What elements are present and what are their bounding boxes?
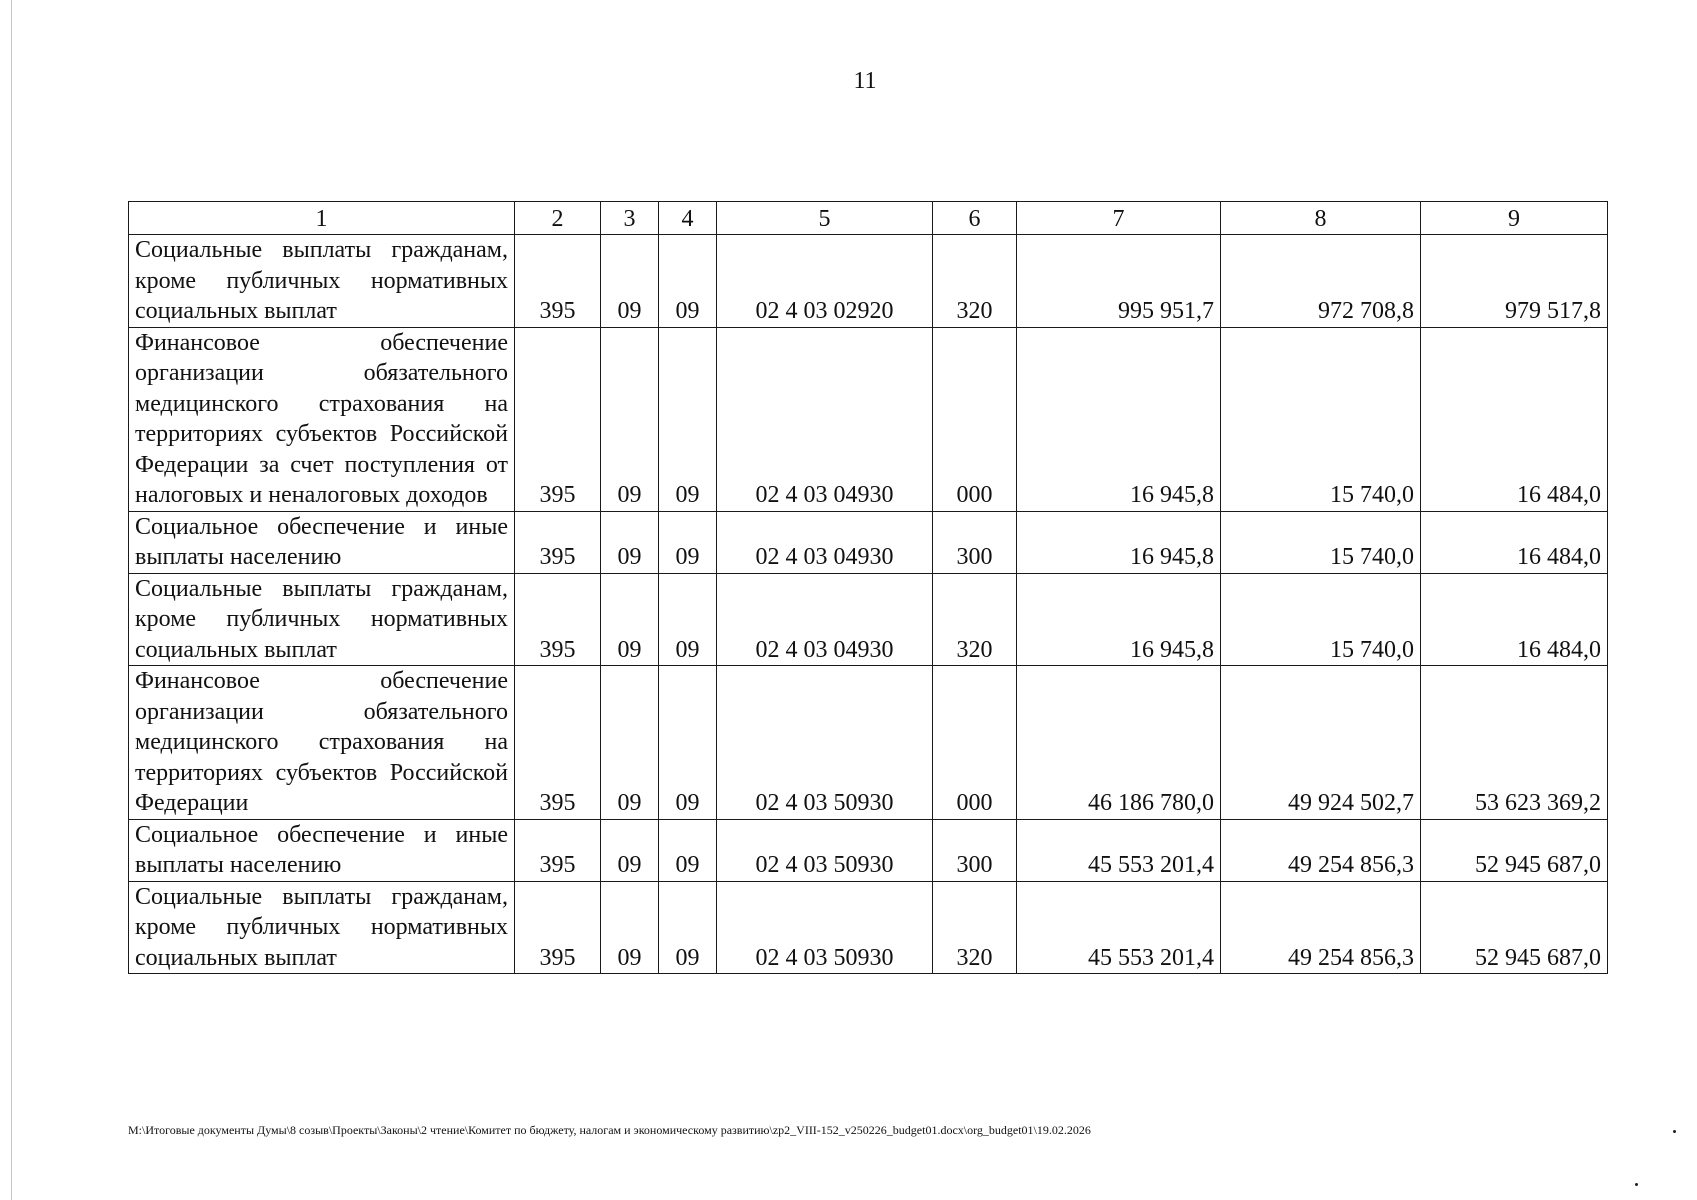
table-row [129,235,1608,328]
cell-section: 09 [601,235,659,328]
column-header: 5 [717,202,933,235]
page-number: 11 [853,68,877,94]
cell-admin-code: 395 [515,327,601,511]
cell-admin-code: 395 [515,235,601,328]
cell-target-article: 02 4 03 50930 [717,881,933,974]
cell-expense-type: 300 [933,819,1017,881]
cell-admin-code: 395 [515,819,601,881]
cell-amount-col9: 53 623 369,2 [1421,666,1608,820]
row-name: Социальное обеспечение и иные выплаты населению [129,819,515,881]
cell-subsection: 09 [659,573,717,666]
scan-speck [1673,1130,1676,1133]
table-row [129,511,1608,573]
cell-admin-code: 395 [515,881,601,974]
cell-target-article: 02 4 03 04930 [717,573,933,666]
cell-expense-type: 000 [933,666,1017,820]
row-name: Социальные выплаты гражданам, кроме публичных нормативных социальных выплат [129,881,515,974]
scan-speck [1635,1183,1638,1186]
cell-section: 09 [601,666,659,820]
cell-amount-col9: 52 945 687,0 [1421,819,1608,881]
column-header: 8 [1221,202,1421,235]
cell-expense-type: 000 [933,327,1017,511]
cell-expense-type: 320 [933,881,1017,974]
cell-amount-col7: 16 945,8 [1017,511,1221,573]
cell-subsection: 09 [659,666,717,820]
cell-subsection: 09 [659,511,717,573]
cell-amount-col8: 15 740,0 [1221,327,1421,511]
cell-subsection: 09 [659,819,717,881]
cell-amount-col8: 49 254 856,3 [1221,881,1421,974]
column-header: 7 [1017,202,1221,235]
table-row [129,819,1608,881]
cell-admin-code: 395 [515,573,601,666]
cell-amount-col8: 972 708,8 [1221,235,1421,328]
table-row [129,881,1608,974]
scan-left-edge [11,0,12,1200]
row-name: Финансовое обеспечение организации обязательного медицинского страхования на территориях субъектов Российской Федерации [129,666,515,820]
cell-expense-type: 320 [933,235,1017,328]
footer-file-path: M:\Итоговые документы Думы\8 созыв\Проекты\Законы\2 чтение\Комитет по бюджету, налогам и экономическому развитию\zp2_VIII-152_v250226_budget01.docx\org_budget01\19.02.2026 [128,1123,1091,1137]
column-header: 1 [129,202,515,235]
cell-target-article: 02 4 03 50930 [717,819,933,881]
table-header [129,202,1608,235]
cell-expense-type: 300 [933,511,1017,573]
cell-amount-col8: 49 924 502,7 [1221,666,1421,820]
cell-section: 09 [601,327,659,511]
row-name: Социальные выплаты гражданам, кроме публичных нормативных социальных выплат [129,235,515,328]
cell-admin-code: 395 [515,511,601,573]
cell-amount-col7: 46 186 780,0 [1017,666,1221,820]
table-row [129,666,1608,820]
cell-amount-col7: 45 553 201,4 [1017,881,1221,974]
cell-target-article: 02 4 03 04930 [717,511,933,573]
cell-target-article: 02 4 03 04930 [717,327,933,511]
cell-target-article: 02 4 03 50930 [717,666,933,820]
cell-amount-col9: 52 945 687,0 [1421,881,1608,974]
cell-section: 09 [601,511,659,573]
cell-amount-col7: 45 553 201,4 [1017,819,1221,881]
row-name: Финансовое обеспечение организации обязательного медицинского страхования на территориях субъектов Российской Федерации за счет поступления от налоговых и неналоговых доходов [129,327,515,511]
cell-amount-col9: 16 484,0 [1421,573,1608,666]
cell-target-article: 02 4 03 02920 [717,235,933,328]
cell-amount-col8: 15 740,0 [1221,573,1421,666]
cell-subsection: 09 [659,327,717,511]
cell-amount-col7: 995 951,7 [1017,235,1221,328]
cell-amount-col9: 16 484,0 [1421,511,1608,573]
cell-admin-code: 395 [515,666,601,820]
column-header: 6 [933,202,1017,235]
column-header: 3 [601,202,659,235]
cell-expense-type: 320 [933,573,1017,666]
column-header: 2 [515,202,601,235]
cell-section: 09 [601,573,659,666]
cell-amount-col8: 49 254 856,3 [1221,819,1421,881]
budget-table [128,201,1608,974]
column-header: 4 [659,202,717,235]
table-row [129,573,1608,666]
cell-section: 09 [601,819,659,881]
cell-subsection: 09 [659,235,717,328]
table-body [129,235,1608,974]
cell-amount-col9: 979 517,8 [1421,235,1608,328]
cell-amount-col8: 15 740,0 [1221,511,1421,573]
table-row [129,327,1608,511]
row-name: Социальные выплаты гражданам, кроме публичных нормативных социальных выплат [129,573,515,666]
cell-section: 09 [601,881,659,974]
cell-amount-col7: 16 945,8 [1017,327,1221,511]
column-header: 9 [1421,202,1608,235]
cell-subsection: 09 [659,881,717,974]
cell-amount-col7: 16 945,8 [1017,573,1221,666]
header-row [129,202,1608,235]
cell-amount-col9: 16 484,0 [1421,327,1608,511]
row-name: Социальное обеспечение и иные выплаты населению [129,511,515,573]
